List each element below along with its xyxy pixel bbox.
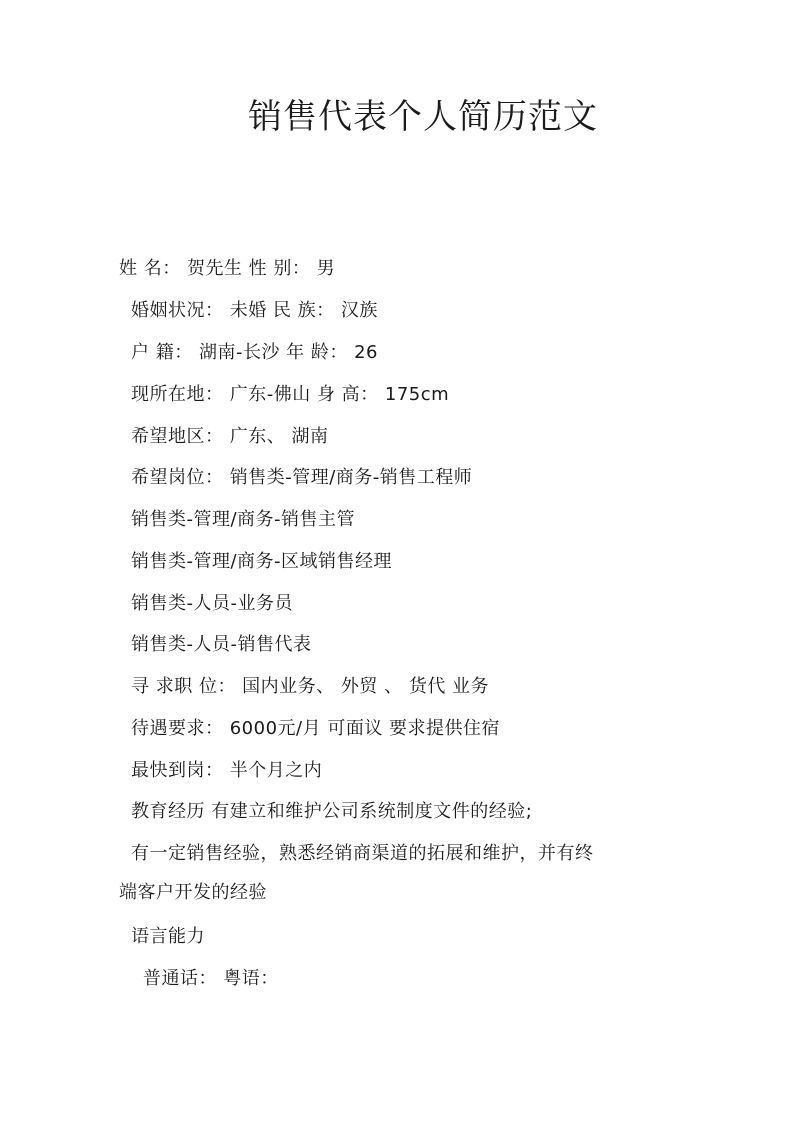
line-position-4: 销售类-人员-业务员	[131, 593, 293, 614]
line-desired-position: 希望岗位： 销售类-管理/商务-销售工程师	[131, 467, 473, 488]
line-position-5: 销售类-人员-销售代表	[131, 634, 312, 655]
line-experience: 有一定销售经验，熟悉经销商渠道的拓展和维护，并有终	[131, 843, 594, 864]
line-availability: 最快到岗： 半个月之内	[131, 760, 323, 781]
line-name-gender: 姓 名： 贺先生 性 别： 男	[119, 258, 336, 279]
line-position-3: 销售类-管理/商务-区域销售经理	[131, 551, 393, 572]
line-languages: 普通话： 粤语：	[143, 968, 279, 989]
line-language-heading: 语言能力	[131, 926, 205, 947]
line-desired-region: 希望地区： 广东、 湖南	[131, 426, 329, 447]
line-experience-cont: 端客户开发的经验	[119, 882, 267, 903]
line-hukou-age: 户 籍： 湖南-长沙 年 龄： 26	[131, 342, 379, 363]
line-marital-ethnicity: 婚姻状况： 未婚 民 族： 汉族	[131, 300, 378, 321]
line-education: 教育经历 有建立和维护公司系统制度文件的经验;	[131, 801, 533, 822]
page-title: 销售代表个人简历范文	[248, 97, 598, 137]
line-seeking-position: 寻 求职 位： 国内业务、 外贸 、 货代 业务	[131, 676, 490, 697]
line-location-height: 现所在地： 广东-佛山 身 高： 175cm	[131, 384, 450, 405]
line-position-2: 销售类-管理/商务-销售主管	[131, 509, 356, 530]
line-salary: 待遇要求： 6000元/月 可面议 要求提供住宿	[131, 718, 501, 739]
